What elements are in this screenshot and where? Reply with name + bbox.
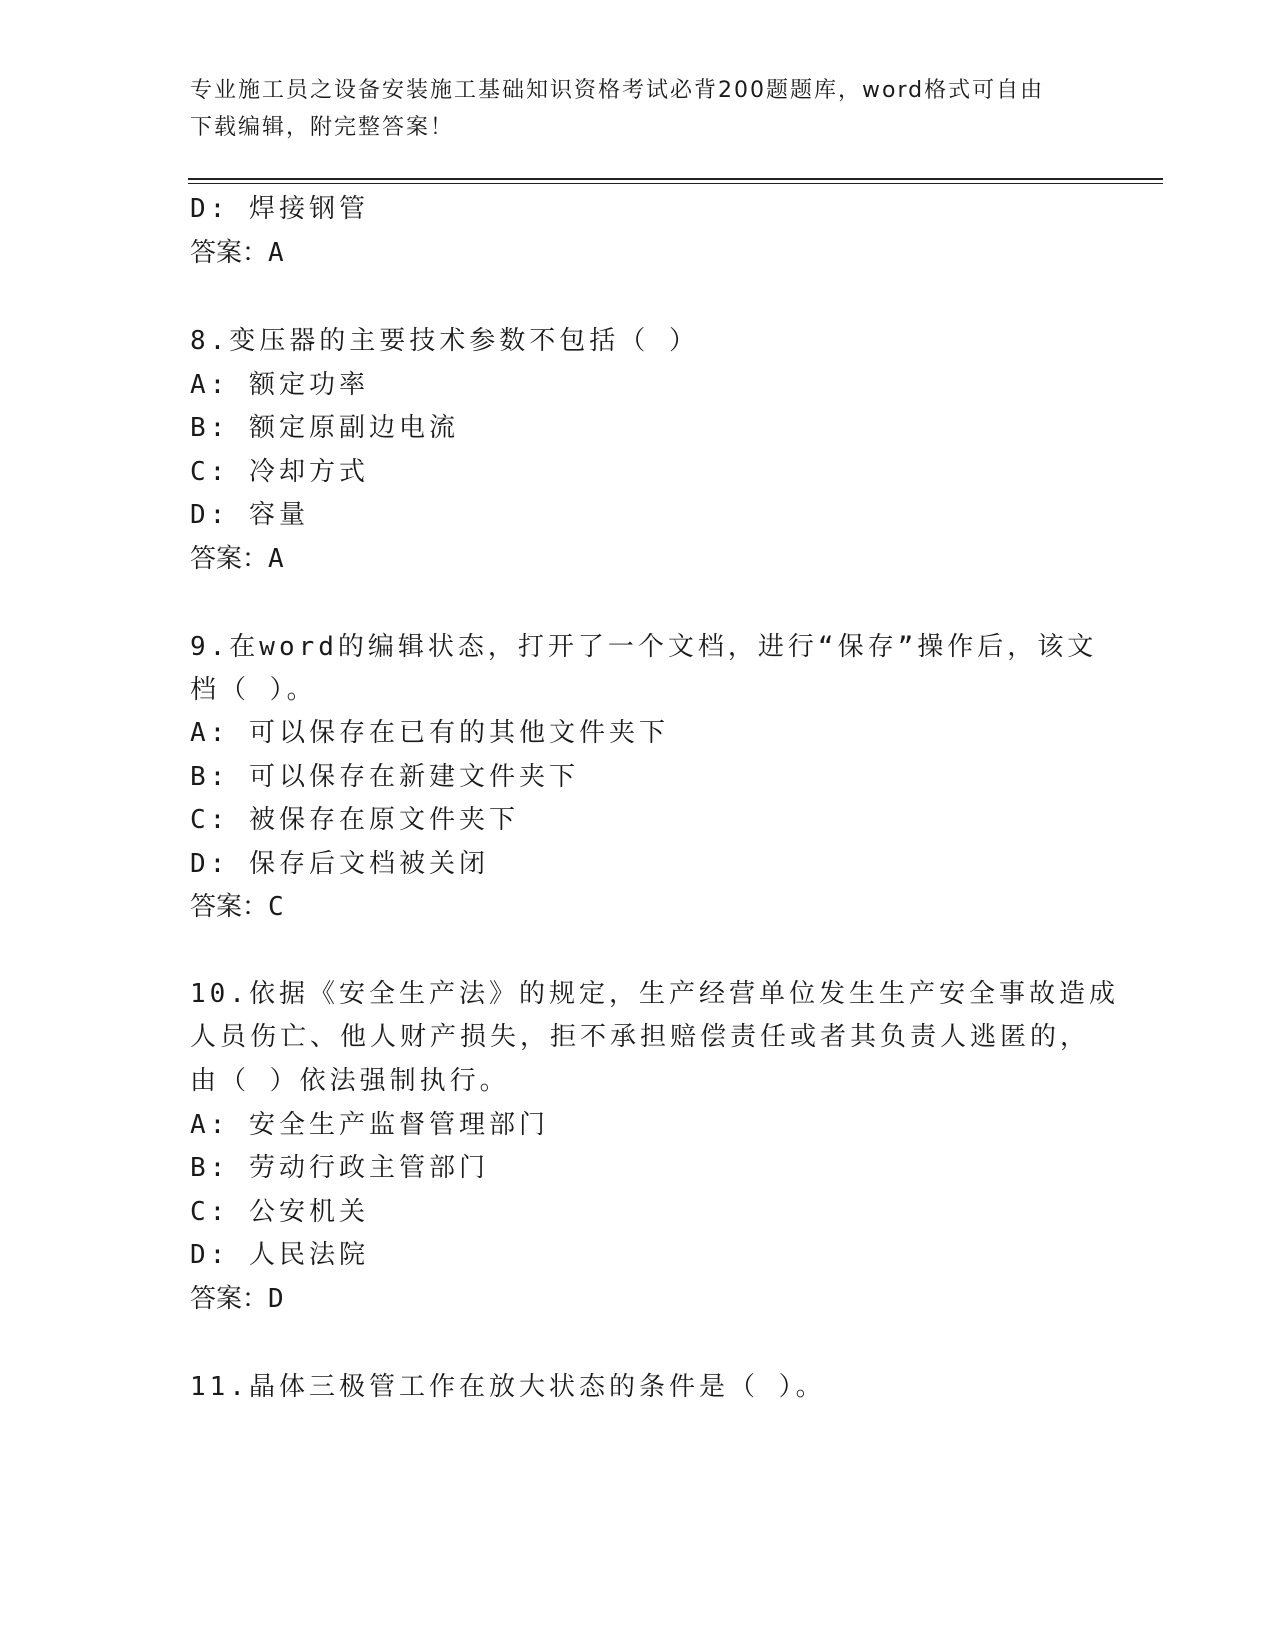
answer-label: 答案： [190,544,269,574]
q11-stem: 11.晶体三极管工作在放大状态的条件是（ ）。 [190,1372,826,1402]
answer-value: A [268,238,286,268]
q8-stem: 8.变压器的主要技术参数不包括（ ） [190,326,699,356]
answer-value: C [268,892,286,922]
q10-stem-line-1: 10.依据《安全生产法》的规定，生产经营单位发生生产安全事故造成 [190,979,1119,1009]
header-divider-thick [188,178,1163,180]
header-line-1: 专业施工员之设备安装施工基础知识资格考试必背200题题库，word格式可自由 [190,78,1045,103]
q9-stem-line-2: 档（ ）。 [190,675,317,705]
prev-option-d: D: 焊接钢管 [190,194,369,224]
answer-label: 答案： [190,892,269,922]
answer-label: 答案： [190,238,269,268]
q10-stem-line-2: 人员伤亡、他人财产损失，拒不承担赔偿责任或者其负责人逃匿的， [190,1022,1091,1052]
answer-label: 答案： [190,1284,269,1314]
answer-value: A [268,544,286,574]
q9-stem-line-1: 9.在word的编辑状态，打开了一个文档，进行“保存”操作后，该文 [190,632,1098,662]
q8-answer [190,538,286,575]
q9-option-d: D: 保存后文档被关闭 [190,849,489,879]
header-divider-thin [188,183,1163,184]
q10-option-d: D: 人民法院 [190,1240,369,1270]
q10-answer [190,1278,286,1315]
q9-answer [190,886,286,923]
q10-option-c: C: 公安机关 [190,1197,369,1227]
header-line-2: 下载编辑，附完整答案！ [190,115,455,140]
q9-option-a: A: 可以保存在已有的其他文件夹下 [190,718,669,748]
answer-value: D [268,1284,286,1314]
q8-option-c: C: 冷却方式 [190,457,369,487]
q10-stem-line-3: 由（ ）依法强制执行。 [190,1066,510,1096]
q9-option-b: B: 可以保存在新建文件夹下 [190,762,579,792]
q8-option-b: B: 额定原副边电流 [190,413,459,443]
q8-option-d: D: 容量 [190,500,309,530]
q10-option-a: A: 安全生产监督管理部门 [190,1110,549,1140]
prev-answer [190,232,286,269]
document-header [190,72,1090,146]
q8-option-a: A: 额定功率 [190,370,369,400]
q10-option-b: B: 劳动行政主管部门 [190,1153,489,1183]
q9-option-c: C: 被保存在原文件夹下 [190,805,519,835]
